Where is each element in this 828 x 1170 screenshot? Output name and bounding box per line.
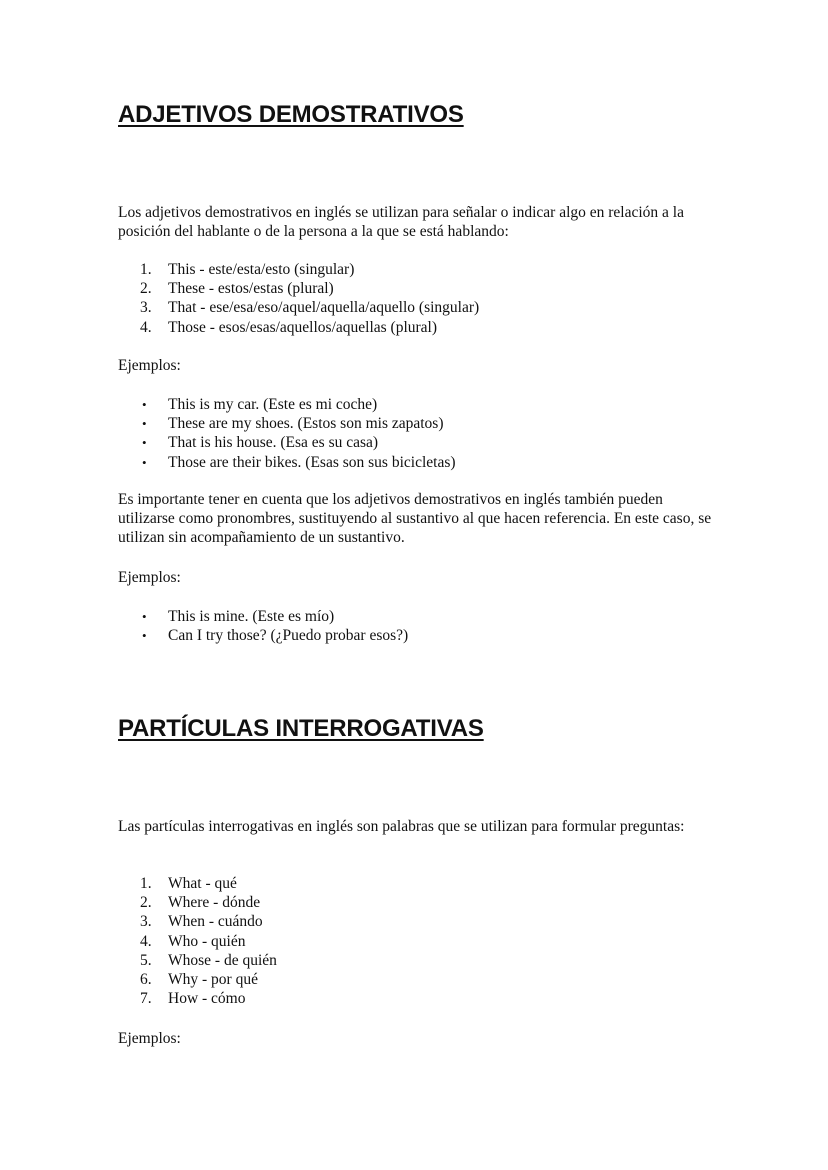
list-number: 7. bbox=[140, 990, 152, 1008]
list-item bbox=[118, 989, 277, 1008]
list-item bbox=[118, 626, 408, 645]
bullet-icon: • bbox=[142, 454, 147, 470]
list-item-text: When - cuándo bbox=[168, 913, 263, 931]
list-item-text: Why - por qué bbox=[168, 970, 258, 988]
demonstratives-list bbox=[118, 260, 479, 337]
list-item-text: Can I try those? (¿Puedo probar esos?) bbox=[168, 627, 409, 645]
list-item-text: This - este/esta/esto (singular) bbox=[168, 261, 355, 278]
bullet-icon: • bbox=[142, 435, 147, 451]
list-item bbox=[118, 970, 277, 989]
list-number: 4. bbox=[140, 318, 152, 336]
bullet-icon: • bbox=[142, 397, 147, 412]
intro-paragraph-demonstratives: Los adjetivos demostrativos en inglés se utilizan para señalar o indicar algo en relación a la posición del hablante o de la persona a la que se está hablando: bbox=[118, 204, 684, 240]
list-item-text: How - cómo bbox=[168, 990, 246, 1008]
list-item-text: What - qué bbox=[168, 875, 237, 892]
list-item bbox=[118, 874, 277, 893]
examples-label-3: Ejemplos: bbox=[118, 1030, 181, 1047]
list-item bbox=[118, 912, 277, 931]
section-title-interrogative-particles: PARTÍCULAS INTERROGATIVAS bbox=[118, 715, 484, 742]
list-item bbox=[118, 893, 277, 912]
intro-paragraph-interrogatives: Las partículas interrogativas en inglés son palabras que se utilizan para formular preguntas: bbox=[118, 818, 685, 835]
pronoun-note-paragraph: Es importante tener en cuenta que los adjetivos demostrativos en inglés también pueden utilizarse como pronombres, sustituyendo al sustantivo al que hacen referencia. En este caso, se utilizan sin acompañamiento de un sustantivo. bbox=[118, 491, 712, 546]
list-number: 3. bbox=[140, 299, 152, 317]
list-number: 6. bbox=[140, 970, 152, 988]
list-item-text: Where - dónde bbox=[168, 894, 261, 912]
examples-label-2: Ejemplos: bbox=[118, 569, 181, 586]
list-item bbox=[118, 260, 479, 279]
list-item-text: Whose - de quién bbox=[168, 951, 277, 969]
list-item-text: That is his house. (Esa es su casa) bbox=[168, 434, 379, 452]
list-item-text: These are my shoes. (Estos son mis zapatos) bbox=[168, 415, 444, 433]
list-number: 1. bbox=[140, 875, 152, 892]
list-number: 3. bbox=[140, 913, 152, 931]
list-item-text: These - estos/estas (plural) bbox=[168, 280, 334, 298]
list-item bbox=[118, 298, 479, 317]
list-item-text: This is mine. (Este es mío) bbox=[168, 608, 335, 625]
bullet-icon: • bbox=[142, 416, 147, 432]
list-item bbox=[118, 951, 277, 970]
list-number: 5. bbox=[140, 951, 152, 969]
list-item-text: This is my car. (Este es mi coche) bbox=[168, 396, 378, 413]
list-item-text: Those are their bikes. (Esas son sus bicicletas) bbox=[168, 453, 456, 471]
list-item bbox=[118, 318, 479, 337]
list-item-text: Those - esos/esas/aquellos/aquellas (plural) bbox=[168, 318, 438, 336]
list-item bbox=[118, 414, 456, 433]
list-item bbox=[118, 607, 408, 626]
examples-label: Ejemplos: bbox=[118, 357, 181, 374]
list-item bbox=[118, 453, 456, 472]
list-number: 4. bbox=[140, 932, 152, 950]
list-number: 2. bbox=[140, 280, 152, 298]
list-number: 1. bbox=[140, 261, 152, 278]
list-item bbox=[118, 395, 456, 414]
list-number: 2. bbox=[140, 894, 152, 912]
examples-list-2 bbox=[118, 607, 408, 645]
list-item-text: Who - quién bbox=[168, 932, 246, 950]
section-title-demonstrative-adjectives: ADJETIVOS DEMOSTRATIVOS bbox=[118, 101, 464, 128]
bullet-icon: • bbox=[142, 628, 147, 644]
examples-list bbox=[118, 395, 456, 472]
bullet-icon: • bbox=[142, 609, 147, 624]
list-item bbox=[118, 932, 277, 951]
interrogatives-list bbox=[118, 874, 277, 1008]
list-item bbox=[118, 433, 456, 452]
list-item bbox=[118, 279, 479, 298]
list-item-text: That - ese/esa/eso/aquel/aquella/aquello (singular) bbox=[168, 299, 480, 317]
